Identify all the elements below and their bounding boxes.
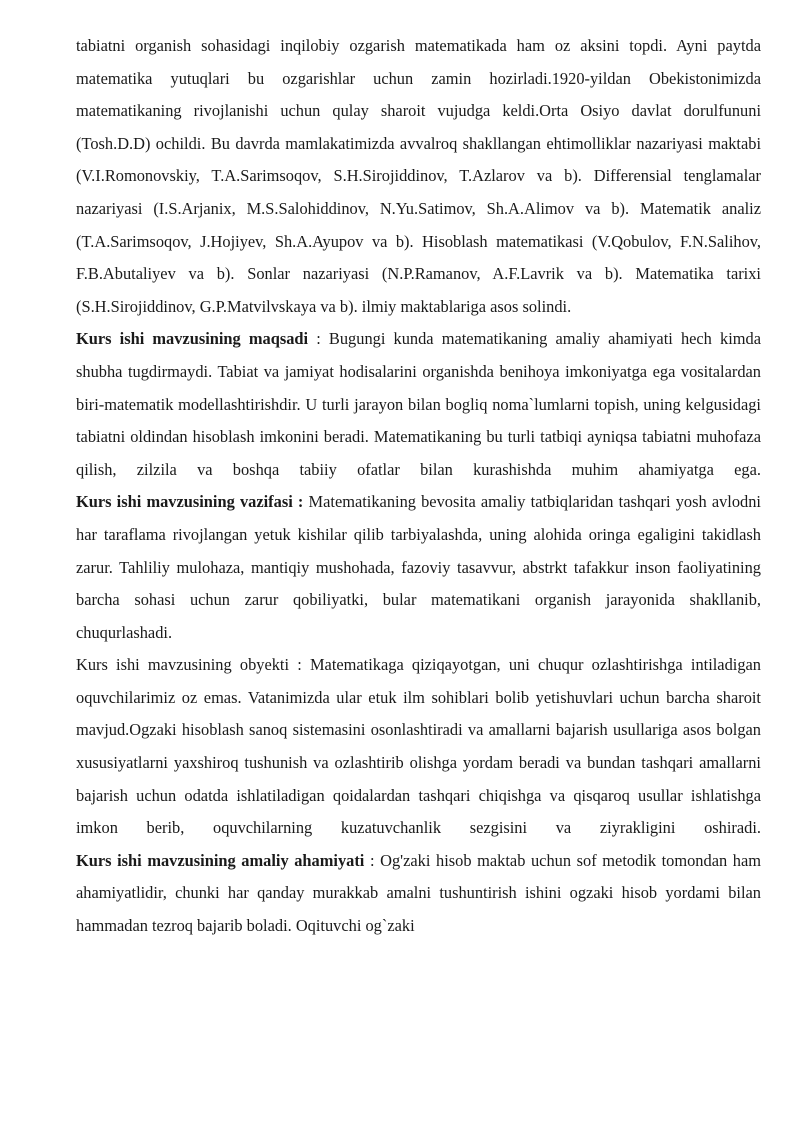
section-heading-practical-importance: Kurs ishi mavzusining amaliy ahamiyati — [76, 850, 365, 870]
paragraph-text: : Og'zaki hisob maktab uchun sof metodik tomondan ham ahamiyatlidir, chunki har qanday murakkab amalni tushuntirish ishini ogzaki hisob yordami bilan hammadan tezroq bajarib boladi. Oqituvchi og`zaki — [76, 850, 761, 936]
section-heading-task: Kurs ishi mavzusining vazifasi : — [76, 492, 304, 512]
paragraph-object — [76, 649, 761, 845]
paragraph-task — [76, 486, 761, 649]
paragraph-text: : Bugungi kunda matematikaning amaliy ahamiyati hech kimda shubha tugdirmaydi. Tabiat va jamiyat hodisalarini organishda benihoya imkoniyatga ega vositalardan biri-matematik modellashtirishdir. U turli jarayon bilan bogliq noma`lumlarni topish, uning kelgusidagi tabiatni oldindan hisoblash imkonini beradi. Matematikaning bu turli tatbiqi ayniqsa tabiatni muhofaza qilish, zilzila va boshqa tabiiy ofatlar bilan kurashishda muhim ahamiyatga ega. — [76, 329, 761, 479]
paragraph-text: Matematikaning bevosita amaliy tatbiqlaridan tashqari yosh avlodni har taraflama rivojlangan yetuk kishilar qilib tarbiyalashda, uning alohida oringa egaligini takidlash zarur. Tahliliy mulohaza, mantiqiy mushohada, fazoviy tasavvur, abstrkt tafakkur inson faoliyatining barcha sohasi uchun zarur qobiliyatki, bular matematikani organish jarayonida shakllanib, chuqurlashadi. — [76, 492, 761, 642]
paragraph-history — [76, 30, 761, 323]
paragraph-goal — [76, 323, 761, 486]
paragraph-text: Kurs ishi mavzusining obyekti : Matematikaga qiziqayotgan, uni chuqur ozlashtirishga intiladigan oquvchilarimiz oz emas. Vatanimizda ular etuk ilm sohiblari bolib yetishuvlari uchun barcha sharoit mavjud.Ogzaki hisoblash sanoq sistemasini osonlashtiradi va amallarni bajarish usullariga asos bolgan xususiyatlarni yaxshiroq tushunish va ozlashtirib olishga yordam beradi va bundan tashqari amallarni bajarish uchun odatda ishlatiladigan qoidalardan tashqari chiqishga va qisqaroq usullar ishlatishga imkon berib, oquvchilarning kuzatuvchanlik sezgisini va ziyrakligini oshiradi. — [76, 655, 761, 838]
paragraph-practical-importance — [76, 845, 761, 943]
document-page — [76, 30, 761, 943]
paragraph-text: tabiatni organish sohasidagi inqilobiy ozgarish matematikada ham oz aksini topdi. Ayni paytda matematika yutuqlari bu ozgarishlar uchun zamin hozirladi.1920-yildan Obekistonimizda matematikaning rivojlanishi uchun qulay sharoit vujudga keldi.Orta Osiyo davlat dorulfununi (Tosh.D.D) ochildi. Bu davrda mamlakatimizda avvalroq shakllangan ehtimolliklar nazariyasi maktabi (V.I.Romonovskiy, T.A.Sarimsoqov, S.H.Sirojiddinov, T.Azlarov va b). Differensial tenglamalar nazariyasi (I.S.Arjanix, M.S.Salohiddinov, N.Yu.Satimov, Sh.A.Alimov va b). Matematik analiz (T.A.Sarimsoqov, J.Hojiyev, Sh.A.Ayupov va b). Hisoblash matematikasi (V.Qobulov, F.N.Salihov, F.B.Abutaliyev va b). Sonlar nazariyasi (N.P.Ramanov, A.F.Lavrik va b). Matematika tarixi (S.H.Sirojiddinov, G.P.Matvilvskaya va b). ilmiy maktablariga asos solindi. — [76, 36, 761, 316]
section-heading-goal: Kurs ishi mavzusining maqsadi — [76, 329, 309, 349]
